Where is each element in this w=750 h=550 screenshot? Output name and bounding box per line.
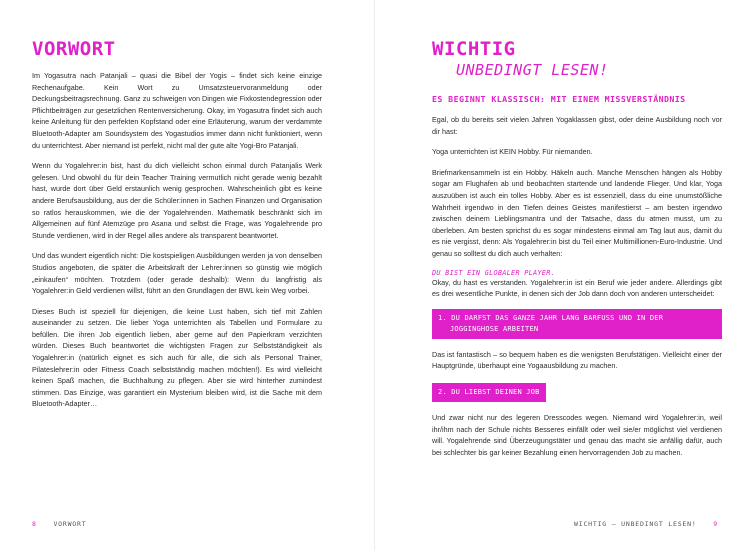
page-subtitle: UNBEDINGT LESEN!	[456, 61, 609, 79]
global-player-block	[432, 269, 722, 300]
paragraph: Dieses Buch ist speziell für diejenigen, die keine Lust haben, sich tief mit Zahlen auseinander zu setzen. Die lieber Yoga unterrichten als Tabellen und Formulare zu befüllen. Die ihren Job eigentlich lieben, aber gerne auf den Papierkram verzichten würden. Dieses Buch beantwortet die wichtigsten Fragen zur Selbstständigkeit als Yogalehrer:in (natürlich eignet es sich auch für alle, die sich als Personal Trainer, Pilateslehrer:in oder Fitness Coach selbstständig machen möchten!). Es wird vielleicht keinen Spaß machen, die Buchhaltung zu pflegen. Aber sie wird hinterher zumindest stimmen. Das Einzige, was garantiert ein Mysterium bleiben wird, ist die Sache mit dem Bluetooth-Adapter…	[32, 306, 322, 409]
page-number: 8	[32, 520, 37, 528]
running-head: WICHTIG – UNBEDINGT LESEN!	[574, 520, 697, 528]
point-2-label: 2. DU LIEBST DEINEN JOB	[438, 387, 540, 396]
paragraph: Yoga unterrichten ist KEIN Hobby. Für niemanden.	[432, 147, 593, 157]
right-page	[375, 0, 750, 550]
paragraph: Im Yogasutra nach Patanjali – quasi die Bibel der Yogis – findet sich keine einzige Rechenaufgabe. Kein Wort zu Umsatzsteuervoranmeldung oder Deckungsbeitragsrechnung. Ganz zu schweigen von Dingen wie Fixkostendegression oder Pflichtbeiträgen zur gesetzlichen Rentenversicherung. Okay, im Yogasutra findet sich auch keine Anleitung für den perfekten Kopfstand oder eine Erläuterung, warum der verdammte Bluetooth-Adapter am Soundsystem des Yogastudios immer dann nicht funktioniert, wenn du unterrichtest. Aber niemand ist perfekt, nicht mal der gute alte Yogi-Bro Patanjali.	[32, 71, 322, 150]
page-title: VORWORT	[32, 38, 116, 60]
page-title: WICHTIG	[432, 38, 516, 60]
right-footer	[574, 520, 718, 528]
left-body	[32, 70, 322, 410]
paragraph: Das ist fantastisch – so bequem haben es die wenigsten Berufstätigen. Vielleicht einer der Hauptgründe, überhaupt eine Yogaausbildung zu machen.	[432, 349, 722, 371]
left-column	[32, 38, 322, 419]
point-2-heading-box	[432, 383, 546, 402]
point-1-heading-box	[432, 309, 722, 339]
paragraph: Und das wundert eigentlich nicht: Die kostspieligen Ausbildungen werden ja von denselben Studios angeboten, die später die Arbeitskraft der Lehrer:innen so günstig wie möglich „einkaufen“ möchten. Trotzdem (oder gerade deshalb): Wenn du langfristig als Yogalehrer:in Geld verdienen willst, führt an den Grundlagen der BWL kein Weg vorbei.	[32, 251, 322, 296]
paragraph: Briefmarkensammeln ist ein Hobby. Häkeln auch. Manche Menschen hängen als Hobby sogar am Flughafen ab und beobachten startende und landende Flieger. Und klar, Yoga auszuüben ist auch ein tolles Hobby. Aber es ist essenziell, dass du eine unumstößliche Wahrheit irgendwo in den Tiefen deines Geistes manifestierst – am besten irgendwo zwischen deinem Lieblingsmantra und der Tatsache, dass du atmen musst, um zu überleben. Am besten sprichst du es sogar mindestens einmal am Tag laut aus, damit du es nie vergisst, denn: Als Yogalehrer:in bist du Teil einer Multimillionen-Euro-Industrie. Und genau so solltest du dich auch verhalten:	[432, 167, 722, 258]
left-footer	[32, 520, 86, 528]
paragraph: Okay, du hast es verstanden. Yogalehrer:in ist ein Beruf wie jeder andere. Allerdings gibt es drei wesentliche Punkte, in denen sich der Job dann doch von anderen unterscheidet:	[432, 277, 722, 299]
paragraph: Egal, ob du bereits seit vielen Jahren Yogaklassen gibst, oder deine Ausbildung noch vor dir hast:	[432, 115, 722, 136]
section-heading: ES BEGINNT KLASSISCH: MIT EINEM MISSVERSTÄNDNIS	[432, 94, 686, 104]
point-1-label: 1. DU DARFST DAS GANZE JAHR LANG BARFUSS UND IN DER JOGGINGHOSE ARBEITEN	[438, 313, 664, 333]
running-head: VORWORT	[53, 520, 87, 528]
page-number: 9	[713, 520, 718, 528]
paragraph: Und zwar nicht nur des legeren Dresscodes wegen. Niemand wird Yogalehrer:in, weil ihr/ihm nach der Schule nichts Besseres einfällt oder weil sie/er möglichst viel verdienen will. Yogalehrende sind Überzeugungstäter und genau das macht sie anfällig dafür, auch bei schlechter bis gar keiner Bezahlung einen hervorragenden Job zu machen.	[432, 412, 722, 457]
paragraph: Wenn du Yogalehrer:in bist, hast du dich vielleicht schon einmal durch Patanjalis Werk gelesen. Und obwohl du für dein Teacher Training vermutlich nicht gerade wenig bezahlt hast, wurde dort über Geld erstaunlich wenig gesprochen. Wahrscheinlich gibt es keine andere Berufsausbildung, aus der die Schüler:innen in Sachen Finanzen und Organisation so ratlos herauskommen, wie die der Yogalehrenden. Mathematik beschränkt sich im Allgemeinen auf fünf Atemzüge pro Asana und selbst die Frage, was Yogalehrende pro Stunde verdienen, wird in der Regel alles andere als transparent beantwortet.	[32, 161, 322, 240]
right-column	[432, 38, 722, 467]
subheading: DU BIST EIN GLOBALER PLAYER.	[432, 268, 555, 277]
